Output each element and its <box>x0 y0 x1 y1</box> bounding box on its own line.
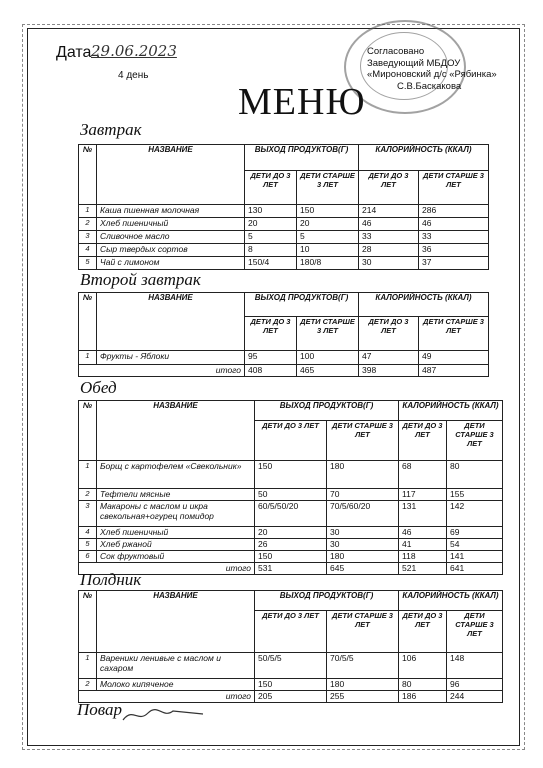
approval-block <box>367 46 497 92</box>
dish-name: Вареники ленивые с маслом и сахаром <box>97 653 255 679</box>
column-header-under3: ДЕТИ ДО 3 ЛЕТ <box>245 317 297 351</box>
table-row <box>79 653 503 679</box>
calories-over3: 141 <box>447 551 503 563</box>
total-label: итого <box>79 365 245 377</box>
calories-over3: 142 <box>447 501 503 527</box>
approval-line: С.В.Баскакова <box>397 80 462 92</box>
output-under3: 20 <box>245 218 297 231</box>
dish-name: Чай с лимоном <box>97 257 245 270</box>
calories-under3: 80 <box>399 679 447 691</box>
total-label: итого <box>79 563 255 575</box>
section-title: Полдник <box>80 570 142 589</box>
calories-over3: 155 <box>447 489 503 501</box>
output-over3: 100 <box>297 351 359 365</box>
total-output-over3: 465 <box>297 365 359 377</box>
total-row <box>79 691 503 703</box>
column-header-over3: ДЕТИ СТАРШЕ 3 ЛЕТ <box>447 421 503 461</box>
column-header-over3: ДЕТИ СТАРШЕ 3 ЛЕТ <box>419 171 489 205</box>
output-over3: 150 <box>297 205 359 218</box>
dish-name: Каша пшенная молочная <box>97 205 245 218</box>
menu-table <box>78 400 503 575</box>
table-row <box>79 539 503 551</box>
calories-over3: 37 <box>419 257 489 270</box>
section-title: Второй завтрак <box>80 270 201 289</box>
calories-over3: 80 <box>447 461 503 489</box>
table-row <box>79 461 503 489</box>
table-row <box>79 501 503 527</box>
output-over3: 180 <box>327 551 399 563</box>
output-over3: 10 <box>297 244 359 257</box>
total-calories-under3: 398 <box>359 365 419 377</box>
column-header-name: НАЗВАНИЕ <box>97 591 255 653</box>
column-header-name: НАЗВАНИЕ <box>97 401 255 461</box>
output-over3: 20 <box>297 218 359 231</box>
row-number: 4 <box>79 527 97 539</box>
calories-over3: 36 <box>419 244 489 257</box>
column-header-calories: КАЛОРИЙНОСТЬ (ККАЛ) <box>359 145 489 171</box>
calories-over3: 49 <box>419 351 489 365</box>
row-number: 4 <box>79 244 97 257</box>
calories-over3: 286 <box>419 205 489 218</box>
total-calories-under3: 521 <box>399 563 447 575</box>
calories-under3: 46 <box>359 218 419 231</box>
column-header-under3: ДЕТИ ДО 3 ЛЕТ <box>359 171 419 205</box>
approval-line: «Мироновский д/с «Рябинка» <box>367 69 497 80</box>
calories-under3: 28 <box>359 244 419 257</box>
calories-over3: 46 <box>419 218 489 231</box>
row-number: 3 <box>79 501 97 527</box>
dish-name: Макароны с маслом и икра свекольная+огурец помидор <box>97 501 255 527</box>
calories-under3: 117 <box>399 489 447 501</box>
output-under3: 26 <box>255 539 327 551</box>
output-under3: 150/4 <box>245 257 297 270</box>
calories-over3: 96 <box>447 679 503 691</box>
section-title: Завтрак <box>80 120 142 139</box>
calories-over3: 148 <box>447 653 503 679</box>
table-row <box>79 527 503 539</box>
output-over3: 70/5/60/20 <box>327 501 399 527</box>
column-header-output: ВЫХОД ПРОДУКТОВ(Г) <box>255 401 399 421</box>
column-header-over3: ДЕТИ СТАРШЕ 3 ЛЕТ <box>447 611 503 653</box>
output-over3: 70 <box>327 489 399 501</box>
table-row <box>79 679 503 691</box>
column-header-under3: ДЕТИ ДО 3 ЛЕТ <box>245 171 297 205</box>
date-value: 29.06.2023 <box>91 42 177 60</box>
output-under3: 5 <box>245 231 297 244</box>
table-row <box>79 244 489 257</box>
calories-under3: 68 <box>399 461 447 489</box>
cook-signature <box>118 705 208 725</box>
dish-name: Сыр твердых сортов <box>97 244 245 257</box>
column-header-num: № <box>79 401 97 461</box>
calories-under3: 33 <box>359 231 419 244</box>
output-under3: 150 <box>255 461 327 489</box>
column-header-name: НАЗВАНИЕ <box>97 145 245 205</box>
dish-name: Борщ с картофелем «Свекольник» <box>97 461 255 489</box>
total-output-over3: 645 <box>327 563 399 575</box>
total-output-under3: 205 <box>255 691 327 703</box>
dish-name: Сливочное масло <box>97 231 245 244</box>
table-row <box>79 489 503 501</box>
column-header-name: НАЗВАНИЕ <box>97 293 245 351</box>
column-header-over3: ДЕТИ СТАРШЕ 3 ЛЕТ <box>327 421 399 461</box>
output-under3: 150 <box>255 679 327 691</box>
total-row <box>79 563 503 575</box>
calories-under3: 118 <box>399 551 447 563</box>
column-header-output: ВЫХОД ПРОДУКТОВ(Г) <box>245 145 359 171</box>
output-over3: 70/5/5 <box>327 653 399 679</box>
row-number: 1 <box>79 351 97 365</box>
column-header-num: № <box>79 293 97 351</box>
approval-line: Согласовано <box>367 46 425 57</box>
dish-name: Хлеб пшеничный <box>97 218 245 231</box>
table-row <box>79 205 489 218</box>
calories-under3: 47 <box>359 351 419 365</box>
row-number: 1 <box>79 461 97 489</box>
column-header-calories: КАЛОРИЙНОСТЬ (ККАЛ) <box>399 591 503 611</box>
column-header-over3: ДЕТИ СТАРШЕ 3 ЛЕТ <box>327 611 399 653</box>
column-header-num: № <box>79 145 97 205</box>
calories-under3: 106 <box>399 653 447 679</box>
dish-name: Тефтели мясные <box>97 489 255 501</box>
row-number: 2 <box>79 218 97 231</box>
menu-table <box>78 144 489 270</box>
calories-under3: 46 <box>399 527 447 539</box>
day-label: 4 день <box>118 70 149 81</box>
output-under3: 20 <box>255 527 327 539</box>
total-label: итого <box>79 691 255 703</box>
column-header-under3: ДЕТИ ДО 3 ЛЕТ <box>359 317 419 351</box>
total-output-under3: 531 <box>255 563 327 575</box>
output-under3: 50 <box>255 489 327 501</box>
total-calories-over3: 641 <box>447 563 503 575</box>
total-row <box>79 365 489 377</box>
table-row <box>79 218 489 231</box>
row-number: 5 <box>79 257 97 270</box>
row-number: 5 <box>79 539 97 551</box>
output-over3: 30 <box>327 539 399 551</box>
dish-name: Хлеб пшеничный <box>97 527 255 539</box>
calories-over3: 54 <box>447 539 503 551</box>
total-calories-over3: 244 <box>447 691 503 703</box>
column-header-under3: ДЕТИ ДО 3 ЛЕТ <box>399 611 447 653</box>
row-number: 1 <box>79 205 97 218</box>
column-header-over3: ДЕТИ СТАРШЕ 3 ЛЕТ <box>297 171 359 205</box>
column-header-output: ВЫХОД ПРОДУКТОВ(Г) <box>255 591 399 611</box>
dish-name: Сок фруктовый <box>97 551 255 563</box>
column-header-output: ВЫХОД ПРОДУКТОВ(Г) <box>245 293 359 317</box>
total-output-over3: 255 <box>327 691 399 703</box>
row-number: 2 <box>79 489 97 501</box>
output-over3: 180 <box>327 461 399 489</box>
total-calories-under3: 186 <box>399 691 447 703</box>
dish-name: Фрукты - Яблоки <box>97 351 245 365</box>
row-number: 1 <box>79 653 97 679</box>
output-under3: 8 <box>245 244 297 257</box>
row-number: 2 <box>79 679 97 691</box>
calories-over3: 69 <box>447 527 503 539</box>
calories-under3: 30 <box>359 257 419 270</box>
row-number: 6 <box>79 551 97 563</box>
column-header-num: № <box>79 591 97 653</box>
output-under3: 130 <box>245 205 297 218</box>
output-over3: 30 <box>327 527 399 539</box>
column-header-under3: ДЕТИ ДО 3 ЛЕТ <box>399 421 447 461</box>
column-header-calories: КАЛОРИЙНОСТЬ (ККАЛ) <box>359 293 489 317</box>
date-label: Дата : <box>56 44 101 61</box>
total-output-under3: 408 <box>245 365 297 377</box>
column-header-under3: ДЕТИ ДО 3 ЛЕТ <box>255 421 327 461</box>
output-under3: 150 <box>255 551 327 563</box>
page-title: МЕНЮ <box>238 81 366 123</box>
row-number: 3 <box>79 231 97 244</box>
approval-line: Заведующий МБДОУ <box>367 57 461 69</box>
table-row <box>79 231 489 244</box>
cook-label: Повар <box>77 700 123 719</box>
calories-under3: 214 <box>359 205 419 218</box>
table-row <box>79 257 489 270</box>
calories-over3: 33 <box>419 231 489 244</box>
output-under3: 95 <box>245 351 297 365</box>
column-header-calories: КАЛОРИЙНОСТЬ (ККАЛ) <box>399 401 503 421</box>
menu-table <box>78 292 489 377</box>
output-under3: 60/5/50/20 <box>255 501 327 527</box>
dish-name: Хлеб ржаной <box>97 539 255 551</box>
output-over3: 180 <box>327 679 399 691</box>
table-row <box>79 351 489 365</box>
calories-under3: 41 <box>399 539 447 551</box>
output-over3: 5 <box>297 231 359 244</box>
column-header-over3: ДЕТИ СТАРШЕ 3 ЛЕТ <box>297 317 359 351</box>
dish-name: Молоко кипяченое <box>97 679 255 691</box>
total-calories-over3: 487 <box>419 365 489 377</box>
column-header-over3: ДЕТИ СТАРШЕ 3 ЛЕТ <box>419 317 489 351</box>
menu-table <box>78 590 503 703</box>
table-row <box>79 551 503 563</box>
column-header-under3: ДЕТИ ДО 3 ЛЕТ <box>255 611 327 653</box>
calories-under3: 131 <box>399 501 447 527</box>
output-over3: 180/8 <box>297 257 359 270</box>
section-title: Обед <box>80 378 117 397</box>
output-under3: 50/5/5 <box>255 653 327 679</box>
